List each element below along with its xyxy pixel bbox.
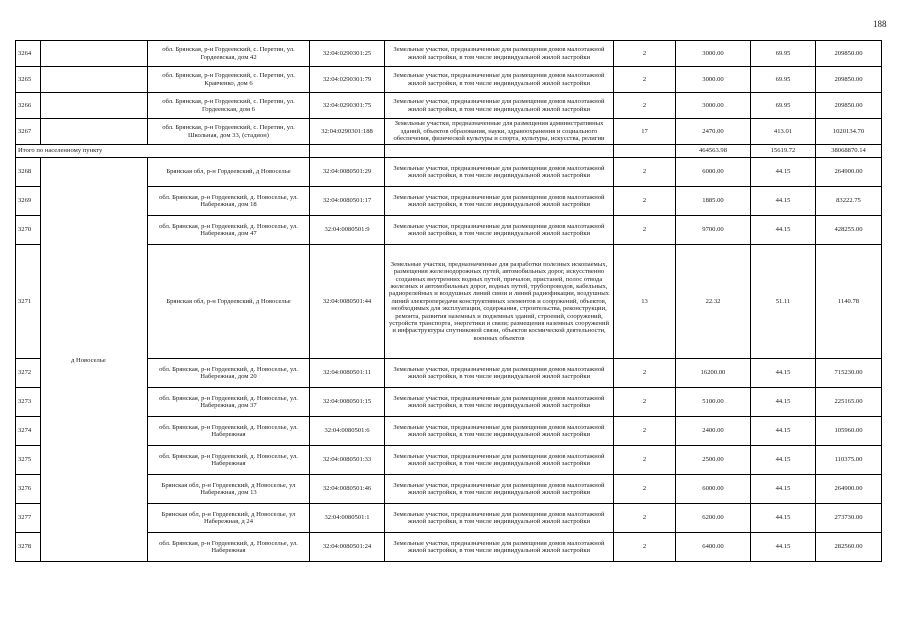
total-area: 464563.98 <box>676 145 751 158</box>
cadastral-value-cell: 1140.78 <box>816 245 882 359</box>
land-use-cell: Земельные участки, предназначенные для размещения домов малоэтажной жилой застройки, в том числе индивидуальной жилой застройки <box>385 158 614 187</box>
table-row <box>16 158 882 187</box>
total-label: Итого по населенному пункту <box>16 145 310 158</box>
address-cell: обл. Брянская, р-н Гордеевский, с. Перетин, ул. Гордеевская, дом 42 <box>148 41 310 67</box>
specific-value-cell: 44.15 <box>751 359 816 388</box>
specific-value-cell: 51.11 <box>751 245 816 359</box>
area-cell: 3000.00 <box>676 41 751 67</box>
land-use-cell: Земельные участки, предназначенные для размещения домов малоэтажной жилой застройки, в том числе индивидуальной жилой застройки <box>385 187 614 216</box>
cadastral-value-cell: 273730.00 <box>816 504 882 533</box>
table-row <box>16 67 882 93</box>
use-category: 2 <box>614 388 676 417</box>
specific-value-cell: 44.15 <box>751 216 816 245</box>
row-number: 3270 <box>16 216 41 245</box>
row-number: 3267 <box>16 119 41 145</box>
use-category: 2 <box>614 216 676 245</box>
row-number: 3277 <box>16 504 41 533</box>
land-use-cell: Земельные участки, предназначенные для размещения домов малоэтажной жилой застройки, в том числе индивидуальной жилой застройки <box>385 67 614 93</box>
cadastral-value-cell: 225165.00 <box>816 388 882 417</box>
area-cell: 22.32 <box>676 245 751 359</box>
total-value: 38068870.14 <box>816 145 882 158</box>
rows-novoselye <box>16 158 882 562</box>
row-number: 3265 <box>16 67 41 93</box>
address-cell: обл. Брянская, р-н Гордеевский, д. Новоселье, ул. Набережная, дом 37 <box>148 388 310 417</box>
area-cell: 5100.00 <box>676 388 751 417</box>
cadastral-value-cell: 428255.00 <box>816 216 882 245</box>
address-cell: обл. Брянская, р-н Гордеевский, д. Новоселье, ул. Набережная, дом 20 <box>148 359 310 388</box>
use-category: 2 <box>614 446 676 475</box>
settlement-cell <box>41 67 148 93</box>
use-category: 13 <box>614 245 676 359</box>
address-cell: Брянская обл, р-н Гордеевский, д Новоселье <box>148 245 310 359</box>
cadastral-value-cell: 110375.00 <box>816 446 882 475</box>
cadastral-number: 32:04:0080501:9 <box>310 216 385 245</box>
area-cell: 6200.00 <box>676 504 751 533</box>
address-cell: обл. Брянская, р-н Гордеевский, д. Новоселье, ул. Набережная <box>148 417 310 446</box>
area-cell: 9700.00 <box>676 216 751 245</box>
address-cell: Брянская обл, р-н Гордеевский, д Новоселье <box>148 158 310 187</box>
cadastral-number: 32:04:0290301:75 <box>310 93 385 119</box>
total-category-empty <box>614 145 676 158</box>
specific-value-cell: 44.15 <box>751 504 816 533</box>
row-number: 3272 <box>16 359 41 388</box>
specific-value-cell: 44.15 <box>751 533 816 562</box>
area-cell: 6400.00 <box>676 533 751 562</box>
specific-value-cell: 44.15 <box>751 475 816 504</box>
row-number: 3266 <box>16 93 41 119</box>
address-cell: обл. Брянская, р-н Гордеевский, д. Новоселье, ул. Набережная <box>148 446 310 475</box>
cadastral-value-cell: 1020134.70 <box>816 119 882 145</box>
land-use-cell: Земельные участки, предназначенные для размещения домов малоэтажной жилой застройки, в том числе индивидуальной жилой застройки <box>385 216 614 245</box>
settlement-name: д Новоселье <box>41 158 148 562</box>
rows-previous-settlement <box>16 41 882 145</box>
land-use-cell: Земельные участки, предназначенные для размещения домов малоэтажной жилой застройки, в том числе индивидуальной жилой застройки <box>385 475 614 504</box>
area-cell: 2500.00 <box>676 446 751 475</box>
land-use-cell: Земельные участки, предназначенные для разработки полезных ископаемых, размещения железнодорожных путей, автомобильных дорог, искусственно созданных внутренних водных путей, причалов, пристаней, полос отвода железных и автомобильных дорог, водных путей, трубопроводов, кабельных, радиорелейных и воздушных линий связи и линий радиофикации, воздушных линий электропередачи конструктивных элементов и сооружений, объектов, необходимых для эксплуатации, содержания, строительства, реконструкции, ремонта, развития наземных и подземных зданий, строений, сооружений, устройств транспорта, энергетики и связи; размещения наземных сооружений и инфраструктуры спутниковой связи, объектов космической деятельности, военных объектов <box>385 245 614 359</box>
address-cell: обл. Брянская, р-н Гордеевский, с. Перетин, ул. Кравченко, дом 6 <box>148 67 310 93</box>
row-number: 3264 <box>16 41 41 67</box>
use-category: 2 <box>614 158 676 187</box>
page-number: 188 <box>873 19 887 29</box>
row-number: 3278 <box>16 533 41 562</box>
address-cell: обл. Брянская, р-н Гордеевский, д. Новоселье, ул. Набережная, дом 18 <box>148 187 310 216</box>
cadastral-value-cell: 264900.00 <box>816 158 882 187</box>
cadastral-number: 32:04:0080501:33 <box>310 446 385 475</box>
land-use-cell: Земельные участки, предназначенные для размещения домов малоэтажной жилой застройки, в том числе индивидуальной жилой застройки <box>385 93 614 119</box>
cadastral-number: 32:04:0290301:25 <box>310 41 385 67</box>
specific-value-cell: 69.95 <box>751 67 816 93</box>
row-number: 3269 <box>16 187 41 216</box>
specific-value-cell: 44.15 <box>751 388 816 417</box>
specific-value-cell: 44.15 <box>751 187 816 216</box>
area-cell: 16200.00 <box>676 359 751 388</box>
settlement-total-row <box>16 145 882 158</box>
use-category: 2 <box>614 93 676 119</box>
specific-value-cell: 44.15 <box>751 446 816 475</box>
row-number: 3274 <box>16 417 41 446</box>
address-cell: обл. Брянская, р-н Гордеевский, д. Новоселье, ул. Набережная, дом 47 <box>148 216 310 245</box>
specific-value-cell: 44.15 <box>751 417 816 446</box>
area-cell: 2400.00 <box>676 417 751 446</box>
land-use-cell: Земельные участки, предназначенные для размещения домов малоэтажной жилой застройки, в том числе индивидуальной жилой застройки <box>385 417 614 446</box>
cadastral-value-table <box>15 40 882 562</box>
row-number: 3276 <box>16 475 41 504</box>
area-cell: 6000.00 <box>676 158 751 187</box>
table-row <box>16 41 882 67</box>
cadastral-value-cell: 264900.00 <box>816 475 882 504</box>
cadastral-value-cell: 209850.00 <box>816 93 882 119</box>
area-cell: 1885.00 <box>676 187 751 216</box>
specific-value-cell: 413.01 <box>751 119 816 145</box>
land-use-cell: Земельные участки, предназначенные для размещения домов малоэтажной жилой застройки, в том числе индивидуальной жилой застройки <box>385 388 614 417</box>
cadastral-value-cell: 209850.00 <box>816 41 882 67</box>
cadastral-number: 32:04:0080501:6 <box>310 417 385 446</box>
area-cell: 6000.00 <box>676 475 751 504</box>
use-category: 2 <box>614 417 676 446</box>
cadastral-number: 32:04:0290301:79 <box>310 67 385 93</box>
total-rate: 15619.72 <box>751 145 816 158</box>
cadastral-value-cell: 105960.00 <box>816 417 882 446</box>
specific-value-cell: 69.95 <box>751 41 816 67</box>
land-use-cell: Земельные участки, предназначенные для размещения домов малоэтажной жилой застройки, в том числе индивидуальной жилой застройки <box>385 359 614 388</box>
cadastral-value-cell: 282560.00 <box>816 533 882 562</box>
row-number: 3275 <box>16 446 41 475</box>
settlement-cell <box>41 41 148 67</box>
area-cell: 3000.00 <box>676 67 751 93</box>
use-category: 2 <box>614 67 676 93</box>
row-number: 3271 <box>16 245 41 359</box>
settlement-cell <box>41 93 148 119</box>
address-cell: Брянская обл, р-н Гордеевский, д Новоселье, ул Набережная, дом 13 <box>148 475 310 504</box>
row-number: 3273 <box>16 388 41 417</box>
address-cell: обл. Брянская, р-н Гордеевский, с. Перетин, ул. Школьная, дом 33, (стадион) <box>148 119 310 145</box>
specific-value-cell: 44.15 <box>751 158 816 187</box>
total-cadastral-empty <box>310 145 385 158</box>
cadastral-number: 32:04:0080501:24 <box>310 533 385 562</box>
address-cell: Брянская обл, р-н Гордеевский, д Новоселье, ул Набережная, д 24 <box>148 504 310 533</box>
area-cell: 3000.00 <box>676 93 751 119</box>
cadastral-number: 32:04:0080501:29 <box>310 158 385 187</box>
specific-value-cell: 69.95 <box>751 93 816 119</box>
cadastral-number: 32:04:0080501:11 <box>310 359 385 388</box>
land-use-cell: Земельные участки, предназначенные для размещения административных зданий, объектов образования, науки, здравоохранения и социального обеспечения, физической культуры и спорта, культуры, искусства, религии <box>385 119 614 145</box>
cadastral-value-cell: 715230.00 <box>816 359 882 388</box>
use-category: 17 <box>614 119 676 145</box>
land-use-cell: Земельные участки, предназначенные для размещения домов малоэтажной жилой застройки, в том числе индивидуальной жилой застройки <box>385 504 614 533</box>
use-category: 2 <box>614 187 676 216</box>
settlement-cell <box>41 119 148 145</box>
table-row <box>16 119 882 145</box>
cadastral-number: 32:04:0080501:17 <box>310 187 385 216</box>
use-category: 2 <box>614 41 676 67</box>
address-cell: обл. Брянская, р-н Гордеевский, с. Перетин, ул. Гордеевская, дом 6 <box>148 93 310 119</box>
land-use-cell: Земельные участки, предназначенные для размещения домов малоэтажной жилой застройки, в том числе индивидуальной жилой застройки <box>385 446 614 475</box>
row-number: 3268 <box>16 158 41 187</box>
cadastral-number: 32:04:0290301:188 <box>310 119 385 145</box>
cadastral-value-cell: 83222.75 <box>816 187 882 216</box>
use-category: 2 <box>614 533 676 562</box>
cadastral-number: 32:04:0080501:15 <box>310 388 385 417</box>
use-category: 2 <box>614 504 676 533</box>
area-cell: 2470.00 <box>676 119 751 145</box>
land-use-cell: Земельные участки, предназначенные для размещения домов малоэтажной жилой застройки, в том числе индивидуальной жилой застройки <box>385 533 614 562</box>
table-row <box>16 93 882 119</box>
use-category: 2 <box>614 359 676 388</box>
land-use-cell: Земельные участки, предназначенные для размещения домов малоэтажной жилой застройки, в том числе индивидуальной жилой застройки <box>385 41 614 67</box>
use-category: 2 <box>614 475 676 504</box>
cadastral-value-cell: 209850.00 <box>816 67 882 93</box>
cadastral-number: 32:04:0080501:1 <box>310 504 385 533</box>
total-use-empty <box>385 145 614 158</box>
cadastral-number: 32:04:0080501:44 <box>310 245 385 359</box>
address-cell: обл. Брянская, р-н Гордеевский, д. Новоселье, ул. Набережная <box>148 533 310 562</box>
cadastral-number: 32:04:0080501:46 <box>310 475 385 504</box>
